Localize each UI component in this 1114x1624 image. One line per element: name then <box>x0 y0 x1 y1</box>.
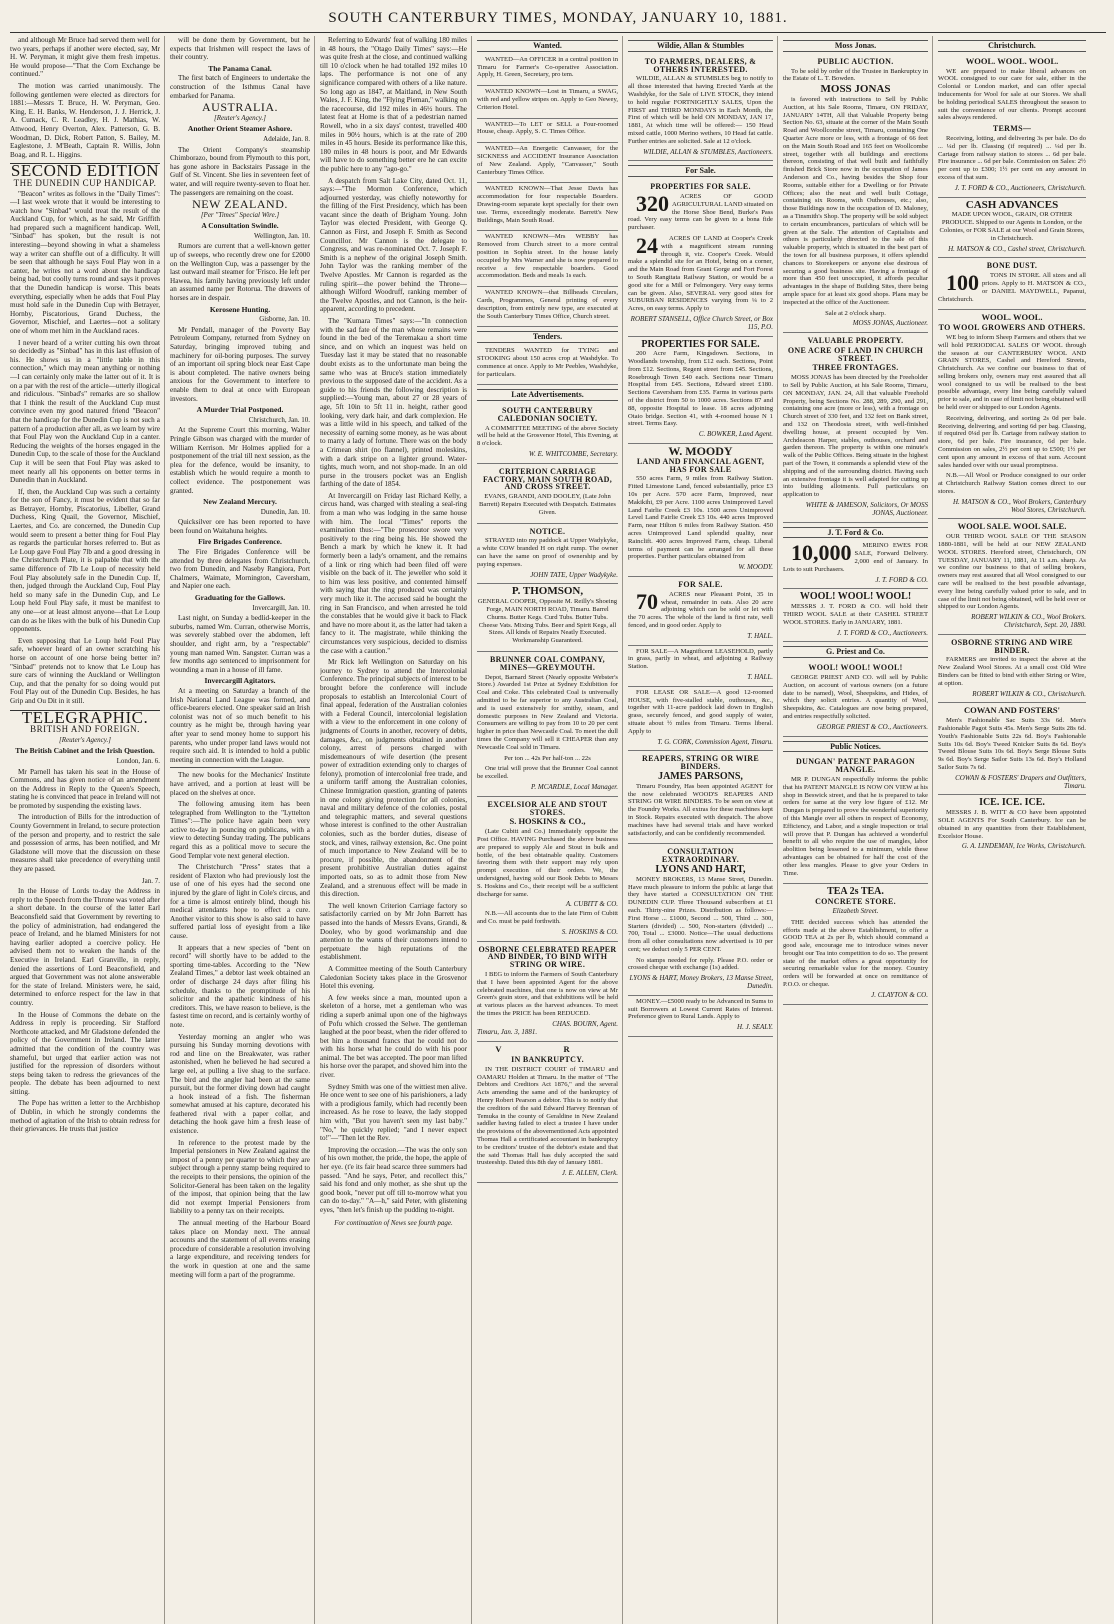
ad-text: MESSRS J. B. WITT & CO have been appointed SOLE AGENTS For South Canterbury. Ice can be obtained in any quantities from their Establishment, Excelsior House. <box>938 809 1086 840</box>
ad-heading: CASH ADVANCES <box>965 198 1059 211</box>
ad-text: TONS IN STORE. All sizes and all prices. Apply to H. MATSON & CO., or DANIEL MAYDWELL, Papanui, Christchurch. <box>938 272 1086 303</box>
dateline: London, Jan. 6. <box>116 756 160 765</box>
paragraph: Yesterday morning an angler who was pursuing his Sunday morning devotions with rod and line on the Breakwater, was rather astonished, when he believed he had secured a large eel, at pulling a live shag to the surface. The bird and the angler had been at the same pursuit, but the former diving down had caught a hook instead of a fish. The fisherman somewhat amused at his capture, decorated his feathered rival with a paper collar, and detaching the hook gave him a fresh lease of existence. <box>170 1032 310 1136</box>
ad-heading: TEA 2s TEA. <box>827 886 884 898</box>
ad-text: GEORGE PRIEST AND CO. will sell by Public Auction, on account of various owners (on a future date to be named), Wool, Sheepskins, and Hides, of which they solicit entries. A quantity of Wool, Sheepskins, &c. Catalogues are now being prepared, and entries respectfully solicited. <box>783 673 928 720</box>
ad-text: 550 acres Farm, 9 miles from Railway Station. Fitted Limestone Land, fenced substantially, price £3 10s per Acre. 570 acre Farm, Improved, near Makikihi, £9 per Acre. 1100 acres Unimproved Level Land Fairlie Creek £3 10s. 1500 acres Unimproved Level Land Fairlie Creek £3 10s. 440 acres Improved Farm, near Hilton 6 miles from Railway Station. 450 acres Unimproved Land splendid quality, near Rainclift. 400 acres Improved Farm, cheap. Liberal terms of payment can be arranged for all these properties. Further particulars obtained from <box>628 475 773 561</box>
ad-signature: P. MCARDLE, Local Manager. <box>531 782 618 791</box>
ad-heading: OSBORNE CELEBRATED REAPER AND BINDER, TO BIND WITH STRING OR WIRE. <box>478 944 617 970</box>
second-edition-heading: SECOND EDITION <box>10 161 160 181</box>
ad-text: ACRES OF LAND at Cooper's Creek with a magnificent stream running through it, viz. Cooper's Creek. Would make a splendid site for an Hotel, being on a corner, and the Main Road from Grant Gorge and Fort Forest to South Rangitata Railway Station, or would be a good site for a Mill or Felmongery. Very easy terms can be given. Also, SEVERAL very good sites for SUBURBAN RESIDENCES varying from ¼ to 2 Acres, on easy terms. Apply to <box>628 234 773 313</box>
classified-ad <box>783 333 928 523</box>
ad-heading: WOOL! WOOL! WOOL! <box>808 663 903 673</box>
classified-ad <box>477 584 618 652</box>
ad-text: (Late Cubitt and Co.) Immediately opposite the Post Office. HAVING Purchased the above business are prepared to supply Ale and Stout in bulk and bottle, of the best obtainable quality. Customers favoring them with their support may rely upon prompt execution of their orders. We, the undersigned, having sold our Book Debts to Messrs S. Hoskins and Co., their receipt will be a sufficient discharge for same. <box>477 828 618 898</box>
ewes-number: 10,000 <box>791 540 852 566</box>
ad-heading: CRITERION CARRIAGE FACTORY, MAIN SOUTH ROAD, AND CROSS STREET. <box>482 466 613 492</box>
paragraph: The motion was carried unanimously. The following gentlemen were elected as directors for 1881:—Messrs T. Bruce, H. W. Peryman, Geo. King, E. H. Banks, W. Henderson, J. J. Herrick, J. A. Cumack, C. R. Leadley, H. J. Mathias, W. Attwood, Henry Overton, Alex. Patterson, G. B. Woodman, D. Dick, Robert Patton, S. Bailey, M. Eaglestone, J. M'Beath, Captain R. Willis, John Boag, and R. L. Higgins. <box>10 81 160 159</box>
ad-signature: ROBERT WILKIN & CO., Wool Brokers. Christchurch, Sept. 20, 1880. <box>971 613 1086 629</box>
telegraphic-heading: TELEGRAPHIC. <box>10 710 160 723</box>
classified-ad <box>477 942 618 1043</box>
ad-text: EVANS, GRANDI, AND DOOLEY, (Late John Barrett) Repairs Executed with Despatch. Estimates Given. <box>479 493 616 516</box>
ad-signature: J. E. ALLEN, Clerk. <box>561 1169 618 1178</box>
ad-heading: TO WOOL GROWERS AND OTHERS. <box>938 323 1086 333</box>
paragraph: Mr Parnell has taken his seat in the House of Commons, and has given notice of an amendment on the Address in Reply to the Queen's Speech, stating he is convinced that peace in Ireland will not be promoted by suspending the existing laws. <box>10 767 160 810</box>
ad-heading: PUBLIC AUCTION. <box>817 56 894 66</box>
ad-text: WANTED—To LET or SELL a Four-roomed House, cheap. Apply, S. C. Times Office. <box>477 120 618 136</box>
section-heading: Tenders. <box>477 331 618 343</box>
dateline: Gisborne, Jan. 10. <box>259 315 310 324</box>
ad-signature: W. MOODY. <box>738 563 773 572</box>
dateline: Christchurch, Jan. 10. <box>248 415 310 424</box>
classified-ad <box>938 310 1086 519</box>
paragraph: "Beacon" writes as follows in the "Daily Times":—I last week wrote that it would be interesting to watch how "Sinbad" would treat the result of the Auckland Cup, for which, as he said, Mr Griffith had prepared such a magnificent handicap. Well, "Sinbad" has spoken, but the result is not interesting—beyond showing in what a shameless way a writer can shuffle out of a difficulty. It will be seen that although he says Foul Play won in a canter, he writes not a word about the handicap being bad, but coolly turns round and says it proves that the Dunedin handicap is worse. This beats everything, especially when he adds that Foul Play must hold safe in the Dunedin Cup with Betrayer, Hornby, Piscatorious, Grand Duchess, the Governor, Mischief, and Laertes—not a solitary one of whom met him in the Auckland races. <box>10 189 160 335</box>
classified-ad <box>938 703 1086 795</box>
ad-text: Per ton ... 42s Per half-ton ... 22s <box>504 754 591 762</box>
ad-text: MERINO EWES FOR SALE, Forward Delivery. 2,000 end of January. In Lots to suit Purchasers. <box>783 542 928 573</box>
ad-heading: LAND AND FINANCIAL AGENT, HAS FOR SALE <box>636 456 765 474</box>
ad-heading: FOR SALE. <box>678 580 723 590</box>
ad-heading: WOOL! WOOL! WOOL! <box>799 591 912 603</box>
ad-text: 200 Acre Farm, Kingsdown. Sections, in Woodlands township, from £12 each. Sections, Point from £12. Sections, Regent street from £45. Sections, Rosebrough Town £40 each. Sections near Timaru Hospital from £45. Sections, Edward street £180. Sections Caversham from £35. Farms in various parts of the district from 50 to 1000 acres. Sections 87 and 88, opposite Hospital to lease. 18 acres adjoining Otaio bridge. Section 41, with 4-roomed house N 1 street. Terms Easy. <box>628 350 773 428</box>
ad-text: MADE UPON WOOL, GRAIN, OR OTHER PRODUCE. Shipped to our Agents in London, or the Colonies, or FOR SALE at our Wool and Grain Stores, in Christchurch. <box>939 211 1085 242</box>
classified-ad <box>477 143 618 183</box>
ad-heading: MOSS JONAS <box>820 83 891 96</box>
paragraph: A despatch from Salt Lake City, dated Oct. 11, says:—"The Mormon Conference, which adjourned yesterday, was chiefly noteworthy for the filling of the First Presidency, which has been vacant since the death of Brigham Young. John Taylor was elected President, with George Q. Cannon as First, and Joseph F. Smith as Second Councillor. Mr Cannon is the delegate to Congress, and was re-nominated Oct. 7. Joseph F. Smith is a nephew of the original Joseph Smith. John Taylor was the ranking member of the Twelve Apostles. Mr Cannon is regarded as the ruling spirit—the power behind the Throne—although Wilford Woodruff, ranking member of the Twelve Apostles, and not Cannon, is the heir-apparent, according to precedent. <box>320 176 467 314</box>
ad-signature: J. T. FORD & CO., Auctioneers. <box>836 628 928 637</box>
classified-ad <box>628 444 773 577</box>
classified-ad <box>628 751 773 844</box>
classified-ad <box>783 540 928 589</box>
column-6 <box>783 36 933 1624</box>
paragraph: Mr Pendall, manager of the Poverty Bay Petroleum Company, returned from Sydney on Saturday, bringing improved tubing and machinery for oil-boring purposes. The survey of an important oil spring block near East Cape is about completed. The native owners being anxious for the Government to interfere to enable them to deal at once with European investors. <box>170 325 310 403</box>
article-heading: The British Cabinet and the Irish Question. <box>15 746 155 756</box>
tons-number: 100 <box>946 270 979 296</box>
ad-signature: G. A. LINDEMAN, Ice Works, Christchurch. <box>961 842 1086 851</box>
ad-heading: OSBORNE STRING AND WIRE BINDER. <box>951 637 1073 655</box>
classified-ad <box>628 996 773 1037</box>
classified-ad <box>783 54 928 333</box>
article-heading: Graduating for the Gallows. <box>194 593 286 603</box>
ad-heading: CONSULTATION EXTRAORDINARY. <box>661 847 740 865</box>
ad-signature: H. J. SEALY. <box>737 1023 773 1032</box>
ad-signature: CHAS. BOURN, Agent. <box>552 1019 618 1028</box>
ad-signature: C. BOWKER, Land Agent. <box>698 430 773 439</box>
ad-text: WANTED KNOWN—that Billheads Circulars, Cards, Programmes, General printing of every description, from entirely new type, are executed at the South Canterbury Times Office, Church street. <box>477 289 618 320</box>
column-3 <box>320 36 472 1624</box>
ad-signature: J. CLAYTON & CO. <box>871 990 928 999</box>
ad-text: WANTED KNOWN—Mrs WEBBY has Removed from Church street to a more central position in Sophia street. In the house lately occupied by Mrs Warner and she is now prepared to receive a few respectable boarders. Good accommodation. Beds and meals 1s each. <box>477 233 618 280</box>
classified-ad <box>477 345 618 385</box>
paragraph: The Christchurch "Press" states that a resident of Flaxton who had previously lost the use of one of his eyes had the second one injured by the glare of light in Cole's circus, and for a time is almost entirely blind, though his medical attendants hope to effect a cure. Another visitor to this show is also said to have suffered partial loss of eyesight from a like cause. <box>170 863 310 940</box>
paragraph: The Fire Brigades Conference will be attended by three delegates from Christchurch, two from Dunedin, and Naseby Rangiora, Port Chalmers, Waimate, Mornington, Caversham, and Napier one each. <box>170 548 310 591</box>
ad-heading: P. THOMSON, <box>511 585 584 598</box>
article-heading: The Panama Canal. <box>208 63 272 73</box>
ad-text: Receiving, lotting, and delivering 3s per bale. Do do ... ¼d per lb. Classing (if required) ... ¼d per lb. Cartage from railway station to stores ... 6d per bale. Fire insurance ... 6d per bale. Commission on Sales: 2½ per cent up to £300; 1½ per cent on any amount in excess of that sum. <box>938 134 1086 181</box>
classified-ad <box>477 524 618 585</box>
dateline: Dunedin, Jan. 10. <box>260 507 310 516</box>
article-heading: A Consultation Swindle. <box>201 221 279 231</box>
column-5 <box>628 36 778 1624</box>
ad-text: WE are prepared to make liberal advances on WOOL consigned to our care for sale, either in the Colonial or London market, and can offer special inducements for Wool for sale at our Stores. We shall be holding periodical SALES throughout the season to suit the convenience of our clients. Prompt account sales always rendered. <box>938 67 1086 122</box>
ad-text: IN THE DISTRICT COURT of TIMARU and OAMARU Holden at Timaru. In the matter of "The Debtors and Creditors Act 1876," and the several Acts amending the same and of the bankruptcy of Henry Robert Pearson a debtor. This is to notify that the creditors of the said Edward Harvey Brennan of Temuka in the county of Geraldine in New Zealand saddler having failed to elect a trustee I have under the provisions of the abovementioned Acts appointed Thomas Hall a certificated accountant in bankruptcy to be creditors' trustee of the debtor's estate and that the said Thomas Hall has duly accepted the said trusteeship. Dated this 8th day of January 1881. <box>477 1065 618 1167</box>
ad-signature: LYONS & HART, Money Brokers, 13 Manse Street, Dunedin. <box>629 974 773 991</box>
ad-heading: ONE ACRE OF LAND IN CHURCH STREET. <box>787 345 924 363</box>
classified-ad <box>938 258 1086 310</box>
classified-ad <box>477 231 618 287</box>
article-heading: Invercargill Agitators. <box>204 676 276 686</box>
paragraph: The introduction of Bills for the introduction of County Government in Ireland, to secure protection of the person and property, and to restrict the sale and possession of arms, has been notified, and Mr Gladstone will move that the discussion on these measures shall take precedence of everything until they are passed. <box>10 813 160 874</box>
divider <box>170 767 310 768</box>
classified-ad <box>938 635 1086 704</box>
ad-signature: WHITE & JAMESON, Solicitors, Or MOSS JONAS, Auctioneer. <box>805 501 928 517</box>
article-heading: Another Orient Steamer Ashore. <box>187 124 293 134</box>
classified-ad <box>477 464 618 524</box>
paragraph: A few weeks since a man, mounted upon a skeleton of a horse, met a gentleman who was riding a superb animal upon one of the highways of Pofu which crossed the Selwe. The gentleman laughed at the poor beast, when the rider offered to bet him a thousand francs that he could not do with his horse what he could do with his poor animal. The bet was accepted. The poor man lifted his horse over the parapet, and shoved him into the river. <box>320 993 467 1080</box>
ad-text: Sale at 2 o'clock sharp. <box>825 309 886 317</box>
classified-ad <box>477 797 618 942</box>
paragraph: Last night, on Sunday a bedlid-keeper in the suburbs, named Wm. Curran, otherwise Morris, was severely stabbed over the abdomen, left shoulder, and right arm, by a "respectable" young man named Wm. Sangster. Curran was a few months ago sentenced to imprisonment for wounding a man in a house of ill fame. <box>170 614 310 674</box>
ad-text: MR P. DUNGAN respectfully informs the public that his PATENT MANGLE IS NOW ON VIEW at his shop in Beswick street, and that he is prepared to take orders for same at the very low figure of £12. Mr Dungan is prepared to prove the wonderful superiority of this Mangle over all others in respect of Economy, Efficiency, and Labor, and a single inspection or trial will prove that P. Dungan has achieved a wonderful benefit to all who require the use of mangles, labor abolition being lessened to a minimum, while these advantages can be obtained for half the cost of the other less mangles. Please to give your Orders in Time. <box>783 775 928 877</box>
ad-heading: TO FARMERS, DEALERS, & OTHERS INTERESTED. <box>644 56 757 74</box>
classified-ad <box>938 198 1086 259</box>
ad-signature: H. MATSON & CO., Cashel street, Christchurch. <box>948 244 1086 253</box>
classified-ad <box>628 179 773 336</box>
classified-ad <box>628 577 773 646</box>
ad-text: I BEG to inform the Farmers of South Canterbury that I have been appointed Agent for the above celebrated machines, that one is now on view at Mr Green's grain store, and that exhibitions will be held at various places as the harvest advances. To meet the times the PRICE has been REDUCED. <box>477 970 618 1017</box>
dateline: Adelaide, Jan. 8. <box>263 134 310 143</box>
ad-heading: COWAN AND FOSTERS' <box>964 705 1060 716</box>
ad-heading: ICE. ICE. ICE. <box>979 797 1045 809</box>
masthead: SOUTH CANTERBURY TIMES, MONDAY, JANUARY 10, 1881. <box>10 8 1106 33</box>
ad-text: STRAYED into my paddock at Upper Wadykyke, a white COW branded H on right rump. The owner can have the same on proof of ownership and by paying expenses. <box>477 537 618 568</box>
classified-ad <box>783 754 928 884</box>
paragraph: Quicksilver ore has been reported to have been found on Waitahuna heights. <box>170 518 310 535</box>
ad-signature: T. HALL. <box>747 631 773 640</box>
ad-subheading: Elizabeth Street. <box>832 906 879 915</box>
ad-text: WILDIE, ALLAN & STUMBLES beg to notify to all those interested that having Erected Yards at the Washdyke, for the Sale of LIVE STOCK, they intend to hold regular FORTNIGHTLY SALES, Upon the FIRST and THIRD MONDAYS in Each Month, the First of which will be held ON MONDAY, JAN 17, 1881, At which time will be offered:— 150 Head mixed cattle, 1000 Merino wethers, 10 Head fat cattle. Further entries are solicited. Sale at 12 o'clock. <box>628 75 773 145</box>
classified-ad <box>477 86 618 118</box>
ad-heading: WOOL SALE. WOOL SALE. <box>957 521 1067 532</box>
paragraph: I never heard of a writer cutting his own throat so decidedly as "Sinbad" has in this last effusion of his. He shows us in a "little table in this connection," which may mean anything or nothing—I can certainly only make the latter out of it. It is on a par with the rest of the article—utterly illogical and ridiculous. "Sinbad's" remarks are so shallow that I think the result of the Auckland Cup must convince even my good natured friend "Beacon" that the handicap for the Dunedin Cup is not such a pattern of a production after all, as we learn by wire that Foul Play won the Auckland Cup in a canter. Reducing the weights of the horses engaged in the Dunedin Cup, to the scale of those for the Auckland Cup it will be seen that Foul Play was asked to meet nearly all his opponents on better terms in Dunedin than in Auckland. <box>10 338 160 485</box>
ad-text: FARMERS are invited to inspect the above at the New Zealand Wool Stores. At a small cost Old Wire Binders can be fitted to bind with either String or Wire, at option. <box>938 656 1086 687</box>
ad-heading: REAPERS, STRING OR WIRE BINDERS. <box>642 754 759 772</box>
paragraph: will be done them by Government, but he expects that Irishmen will respect the laws of their country. <box>170 36 310 62</box>
paragraph: The Orient Company's steamship Chimborazo, bound from Plymouth to this port, has gone ashore in Backstairs Passage in the Gulf of St. Vincent. She lies in seventeen feet of water, and will require twenty-seven to float her. The passengers are remaining on the coast. <box>170 145 310 197</box>
dateline: Jan. 7. <box>141 876 160 885</box>
ad-text: MESSRS J. T. FORD & CO. will hold their THIRD WOOL SALE at their CASHEL STREET WOOL STORES. Early in JANUARY, 1881. <box>783 603 928 626</box>
paragraph: The annual meeting of the Harbour Board takes place on Monday next. The annual accounts and the statement of all events erasing procedure of considerable a resolution involving a large expenditure, and receiving tenders for the work in question at one and the same meeting will form a part of the programme. <box>170 1219 310 1279</box>
ad-signature: J. T. FORD & CO., Auctioneers, Christchurch. <box>954 183 1086 192</box>
ad-text: Depot, Barnard Street (Nearly opposite Webster's Store.) Awarded 1st Prize at Sydney Exhibition for Coal and Coke. This celebrated Coal is universally admitted to be far superior to any Australian Coal, and is used extensively for smithy, steam, and domestic purposes in New Zealand and Victoria. Consumers are willing to pay from 10 to 20 per cent higher in price than Newcastle Coal. To meet the dull times the Company will sell it CHEAPER than any Newcastle Coal sold in Timaru. <box>477 673 618 751</box>
continuation-note: For continuation of News see fourth page. <box>334 1218 453 1227</box>
ad-text: MOSS JONAS has been directed by the Freeholder to Sell by Public Auction, at his Sale Rooms, Timaru, ON MONDAY, JAN. 24, All that valuable Freehold Property, being Sections No. 288, 289, 290, and 291, containing one acre (more or less), with a frontage on Church street of 330 feet, and 132 feet on Bank street, and 132 on Theodosia street, with well-finished dwelling house, at present occupied by Ven. Archdeacon Harper, stables, outhouses, orchard and garden thereon. The property is within one minute's walk of the Public Offices. Being situate in the highest part of the Town, it commands a splendid view of the shipping and of the surrounding district. Having such an extensive frontage it is well adapted for cutting up into building allotments. Full particulars on application to <box>783 374 928 499</box>
ad-text: is favored with instructions to Sell by Public Auction, at his Sale Rooms, Timaru, ON FRIDAY, JANUARY 14TH, All that Valuable Property being Section No. 63, situate at the corner of the Main South Road and Woollcombe street, Timaru, containing One Quarter Acre more or less, with a frontage of 66 feet on the Main South Road and 165 feet on Woollcombe street, together with all buildings and erections thereon, consisting of that well built and faithfully finished Brick Store now in the occupation of James Anderson and Co., having besides the Shop four Rooms, suitable either for a Dwelling or for Private Offices; also the neat and well built Cottage, containing six Rooms, with Outhouses, etc.; also, those Buildings now in the occupation of D. Maloney, as a Tinsmith's Shop. The property will be sold subject to certain encumbrances, particulars of which will be given at the Sale. The attention of Capitalists and others is particularly directed to the sale of this valuable property, which is situated in the best part of the town for all business purposes, it offers splendid chances to Storekeepers or anyone else desirous of securing a good business site. Having a frontage of more than 450 feet unoccupied, it affords peculiar advantages in the shape of Building Sites, there being ample space for at least six good shops. Plans may be inspected at the office of the Auctioneer. <box>783 95 928 306</box>
classified-ad <box>477 403 618 464</box>
ad-signature: MOSS JONAS, Auctioneer. <box>852 319 928 328</box>
ad-text: OUR THIRD WOOL SALE OF THE SEASON 1880-1881, will be held at our NEW ZEALAND WOOL STORES. Hereford street, Christchurch, ON TUESDAY, JANUARY 11, 1881, At 11 a.m. sharp. As we confine our business to that of selling brokers, owners may rest assured that all Wool consigned to our care will be realised to the best possible advantage, every line being carefully valued prior to sale, and in case of the limit not being obtained, will be held over or shipped to our London Agents. <box>938 533 1086 611</box>
classified-ad <box>477 119 618 144</box>
classified-ad <box>628 844 773 996</box>
section-heading: Public Notices. <box>783 741 928 753</box>
classified-ad <box>477 287 618 327</box>
ad-heading: CONCRETE STORE. <box>815 897 896 907</box>
column-2 <box>170 36 315 1624</box>
ad-heading: EXCELSIOR ALE AND STOUT STORES. <box>487 799 608 817</box>
classified-ad <box>628 54 773 162</box>
ad-heading: S. HOSKINS & CO., <box>509 816 586 827</box>
paragraph: Sydney Smith was one of the wittiest men alive. He once went to see one of his parishioners, a lady with a prodigious family, which had recently been increased. As he rose to leave, the lady stopped him with, "But you haven't seen my last baby." "No," he quickly replied; "and I never expect to!"—"Then let the Rev. <box>320 1082 467 1143</box>
section-heading: Christchurch. <box>938 40 1086 52</box>
article-heading: Kerosene Hunting. <box>209 304 271 314</box>
ad-heading: W. MOODY <box>668 444 733 459</box>
classified-ad <box>938 519 1086 634</box>
acreage-number: 24 <box>636 232 658 258</box>
ad-text: FOR LEASE OR SALE—A good 12-roomed HOUSE, with five-stalled stable, outhouses, &c., together with 11-acre paddock laid down in English grass, securely fenced, and good supply of water, situate about ½ miles from Timaru. Terms liberal. Apply to <box>628 688 773 735</box>
acreage-number: 320 <box>636 190 669 216</box>
ad-heading: WOOL. WOOL. <box>981 312 1043 323</box>
classified-ad <box>628 337 773 445</box>
section-heading: THE DUNEDIN CUP HANDICAP. <box>13 177 157 188</box>
section-heading: For Sale. <box>628 165 773 177</box>
ad-text: TENDERS WANTED for TYING and STOOKING about 150 acres crop at Washdyke. To commence at once. Apply to Mr Peebles, Washdyke, for particulars. <box>477 347 618 378</box>
ad-text: Timaru Foundry, Has been appointed AGENT for the now celebrated WOOD'S REAPERS AND STRING OR WIRE BINDERS. To be seen on view at the Foundry Works. All extras for these machines kept in Stock. Repairs executed with despatch. The above machines have had several trials and have worked satisfactorily, and can be confidently recommended. <box>628 782 773 837</box>
ad-text: Men's Fashionable Sac Suits 33s 6d. Men's Fashionable Pagot Suits 45s. Men's Serge Suits 28s 6d. Youth's Fashionable Suits 22s 6d. Boy's Fashionable Suits 10s 6d. Boy's Tweed Knicker Suits 8s 6d. Boy's Tweed Blouse Suits 10s 6d. Boy's Serge Blouse Suits 9s 6d. Boy's Serge Sailor Suits 13s 6d. Boy's Holland Sailor Suits 7s 6d. <box>938 717 1086 771</box>
ad-text: MONEY.—£5000 ready to be Advanced in Sums to suit Borrowers at Lowest Current Rates of Interest. Preference given to Rural Lands. Apply to <box>628 997 773 1021</box>
classified-ad <box>938 795 1086 855</box>
ad-heading: TERMS— <box>992 124 1032 134</box>
ad-text: N.B.—All Wool or Produce consigned to our order at Christchurch Railway Station comes direct to our stores. <box>938 472 1086 496</box>
agency-note: [Reuter's Agency.] <box>59 735 111 744</box>
paragraph: The following amusing item has been telegraphed from Wellington to the "Lyttelton Times":—The police have again been very active to-day in pouncing on publicans, with a view to detecting Sunday trading. The publicans regard this as a political move to secure the Good Templar vote next general election. <box>170 800 310 860</box>
classified-ad <box>783 660 928 736</box>
ad-signature: ROBERT WILKIN & CO., Christchurch. <box>972 689 1086 698</box>
paragraph: Referring to Edwards' feat of walking 180 miles in 48 hours, the "Otago Daily Times" says:—He was quite fresh at the close, and continued walking till 10 o'clock when he had totalled 192 miles 10 laps. The performance is not one of any significance compared with others of a like nature. So long ago as 1847, at Maitland, in New South Wales, J. F. King, the "Flying Pieman," walking on the racecourse, did 192 miles in 46½ hours. The latest feat at Home is that of a pedestrian named Rowell, who in a six days' contest, travelled 400 miles in 90½ hours, which is at the rate of 200 miles in 45 hours. Beside its performance like this, 180 miles in 48 hours is poor, and Mr Edwards will have to do something better ere he can excite the public here to any "ago-go." <box>320 36 467 173</box>
paragraph: In reference to the protest made by the Imperial pensioners in New Zealand against the impost of a penny per quarter to which they are subject through a penny stamp being required to the receipts to their pensions, the opinion of the Solicitor-General has been taken on the legality of the impost, that opinion being that the law did not exempt Imperial Pensioners from liability to a penny tax on their receipts. <box>170 1138 310 1216</box>
ad-text: THE decided success which has attended the efforts made at the above Establishment, to offer a GOOD TEA at 2s per lb, which should command a good sale, encourage me to introduce wines never brought our Tea into competition to do so. The present state of the market offers a great opportunity for securing remarkable value for the money. Country orders will be forwarded at once on remittance of P.O.O. or cheque. <box>783 918 928 989</box>
ad-heading: IN BANKRUPTCY. <box>511 1055 584 1065</box>
ad-signature: T. G. CORK, Commission Agent, Timaru. <box>657 737 773 746</box>
article-heading: Fire Brigades Conference. <box>198 537 282 547</box>
classified-ad <box>477 652 618 797</box>
section-heading: NEW ZEALAND. <box>192 197 288 212</box>
classified-ad <box>783 589 928 642</box>
paragraph: Improving the occasion.—The was the only son of his own mother, the pride, the hope, the apple of her eye. (t'e its fair head scarce three summers had passed. "And he says, Peter, and recollect this," said his fond and only mother, as she shut up the good book, "never put off till to-morrow what you can do to-day." "A—h," said Peter, with glistening eyes, "then let's finish up the pudding to-night. <box>320 1145 467 1214</box>
ad-text: WANTED KNOWN—That Jesse Davis has accommodation for four respectable Boarders. Drawing-room separate kept specially for their own use. Terms, exceedingly moderate. Barrett's New Buildings, Main South Road. <box>477 185 618 224</box>
section-heading: Late Advertisements. <box>477 389 618 401</box>
ad-text: To be sold by order of the Trustee in Bankruptcy in the Estate of L. T. Bowden. <box>783 67 928 83</box>
agency-note: [Per "Times" Special Wire.] <box>200 210 280 219</box>
ad-heading: PROPERTIES FOR SALE. <box>650 182 751 192</box>
ad-text: One trial will prove that the Brunner Coal cannot be excelled. <box>477 765 618 781</box>
paragraph: If, then, the Auckland Cup was such a certainty for the son of Fancy, it must be evident that so far as Betrayer, Hornby, Piscatorius, Libeller, Grand Duchess, King Quail, the Governor, Mischief, Laertes, and Co. are concerned, the Dunedin Cup would seem to present a better thing for Foul Play as regards the particular horses referred to. But as Le Loup gave Foul Play 7lb and a good dressing in the Christchurch Plate, it is palpable that with the same difference of 7lb Le Loup of necessity held Foul Play absolutely safe in the Dunedin Cup. If, then, judged through the Auckland Cup, Foul Play held so many safe in the Dunedin Cup, and Le Loup held Foul Play safe, it must be manifest to any one—or at least almost anyone—that Le Loup can do as he likes with the bulk of his Dunedin Cup opponents. <box>10 487 160 634</box>
paragraph: In the House of Lords to-day the Address in reply to the Speech from the Throne was voted after a short debate. In the course of the latter Earl Beaconsfield said that Government by reverting to the policy of administration, had endangered the peace of Ireland, and he blamed Ministers for not having earlier adopted a coercive policy. He advised them not to weaken the hands of the Executive in Ireland. Earl Granville, in reply, denied the assertions of Lord Beaconsfield, and argued that Government was not alone answerable for the state of Ireland. Ministers were, he said, determined to enforce respect for the law in that country. <box>10 887 160 1007</box>
paragraph: The new books for the Mechanics' Institute have arrived, and a portion at least will be placed on the shelves at once. <box>170 771 310 797</box>
classified-ad <box>477 54 618 86</box>
ad-heading: THREE FRONTAGES. <box>812 363 899 373</box>
ad-signature: JOHN TATE, Upper Wadykyke. <box>530 570 618 579</box>
agency-note: [Reuter's Agency.] <box>214 113 266 122</box>
ad-heading: SOUTH CANTERBURY CALEDONIAN SOCIETY. <box>497 406 598 423</box>
section-heading: AUSTRALIA. <box>202 100 278 115</box>
ad-signature: GEORGE PRIEST & CO., Auctioneers. <box>816 722 928 731</box>
ad-heading: LYONS AND HART, <box>655 863 746 875</box>
ad-heading: DUNGAN' PATENT PARAGON MANGLE. <box>796 757 915 775</box>
ad-text: MONEY BROKERS, 13 Manse Street, Dunedin. Have much pleasure to inform the public at large that they have started a CONSULTATION ON THE DUNEDIN CUP. Three Thousand subscribers at £1 each. Thirty-nine Prizes. Distribution as follows:— First Horse ... £1000, Second ... 500, Third ... 300, Starters (divided) ... 500, Non-starters (divided) ... 700, Total ... £3000. Notice—The usual deductions from all other consultations now advertised is 10 per cent; we deduct only 5 PER CENT. <box>628 875 773 953</box>
ad-heading: PROPERTIES FOR SALE. <box>641 338 760 350</box>
paragraph: The "Kumara Times" says:—"In connection with the sad fate of the man whose remains were found in the bed of the Teremakau a short time since, and on which an inquest was held on Tuesday last it may be stated that no reasonable doubt exists as to the unfortunate man being the same who was at Bruce's station immediately previous to the supposed date of the accident. As a guide to his friends the following description is supplied:—Young man, about 27 or 28 years of age, 5ft 10in to 5ft 11 in. height, rather good looking, very dark hair, and dark complexion. He was a little wild in his speech, and talked of the necessity of earning some money, as he was about to marry a lady of fortune. There was on the body a Crimean shirt (no flannel), printed moleskins, with a dark stripe on a lighter ground. Water-tights, much worn, and not shop-made. In an old purse in the trousers pocket was an English farthing of the date of 1854. <box>320 317 467 489</box>
ad-heading: JAMES PARSONS, <box>658 770 743 782</box>
classified-ad <box>783 884 928 1004</box>
ad-heading: BRUNNER COAL COMPANY, MINES—GREYMOUTH. <box>490 655 605 672</box>
paragraph: Mr Rick left Wellington on Saturday on his journey to Sydney to attend the Intercolonial Conference. The principal subjects of interest to be brought before the conference will include proposals to establish an Intercolonial Court of final appeal, federation of the Australian colonies with a Federal Council, intercolonial legislation with a view to the enforcement in one colony of judgments of Courts in another, recovery of debts, damages, &c., on judgments obtained in another colony, arrest of persons charged with misdemeanours of wife desertion (the present power of extradition extending only to charges of felony), promotion of intercolonial free trade, and a uniform tariff among the Australian colonies, Chinese Immigration question, granting of patents in one colony giving protection for all colonies, naval and military defence of the colonies, postal and telegraphic matters, and several questions whose interest is confined to the other Australian colonies, such as the border duties, disease of stock, and vines, railway extension, &c. One point of much importance to New Zealand will be to procure, if possible, the abandonment of the present prohibitive Australian duties against imported oats, so as to admit those from New Zealand, and a strenuous effect will be made in this direction. <box>320 658 467 899</box>
paragraph: The well known Criterion Carriage factory so satisfactorily carried on by Mr John Barrett has passed into the hands of Messrs Evans, Grandi, & Dooley, who by good workmanship and due attention to the wants of their customers intend to perpetuate the high reputations of the establishment. <box>320 901 467 962</box>
columns <box>10 36 1106 1624</box>
ad-text: FOR SALE—A Magnificent LEASEHOLD, partly in grass, partly in wheat, and adjoining a Railway Station. <box>628 647 773 671</box>
classified-ad <box>628 687 773 752</box>
article-heading: New Zealand Mercury. <box>203 497 277 507</box>
column-4 <box>477 36 623 1624</box>
section-heading: Wildie, Allan & Stumbles <box>628 40 773 52</box>
acreage-number: 70 <box>636 588 658 614</box>
paragraph: At the Supreme Court this morning, Walter Pringle Gibson was charged with the murder of William Kerrison. Mr Holmes applied for a postponement of the trial till next session, as the plea for the defence, would be insanity, to establish which he would require a month to collect evidence. The postponement was granted. <box>170 426 310 495</box>
column-7 <box>938 36 1090 1624</box>
paragraph: At a meeting on Saturday a branch of the Irish National Land League was formed, and office-bearers elected. One speaker said an Irish colonist was not of so much benefit to his country as he might be, through having year after year to send money home to support his parents, who under proper land laws would not require such aid. It is intended to hold a public meeting in connection with the League. <box>170 686 310 764</box>
section-heading: Moss Jonas. <box>783 40 928 52</box>
ad-heading: NOTICE. <box>529 526 566 536</box>
ad-signature: COWAN & FOSTERS' Drapers and Outfitters, Timaru. <box>955 773 1086 790</box>
classified-ad <box>938 54 1086 198</box>
ad-text: A COMMITTEE MEETING of the above Society will be held at the Grosvenor Hotel, This Evening, at 8 o'clock. <box>477 424 618 448</box>
paragraph: Even supposing that Le Loup held Foul Play safe, whoever heard of an owner scratching his horse on account of one horse being better in? "Sinbad" pretends not to know that Le Loup has sure cars of winning the Auckland or Wellington Cup, and that the penalty for so doing would put Foul Play out of the Dunedin Cup. Besides, he has Grip and Ou Dit in it still. <box>10 636 160 705</box>
classified-ad <box>477 1042 618 1183</box>
ad-signature: WILDIE, ALLAN & STUMBLES, Auctioneers. <box>643 147 773 156</box>
ad-text: No stamps needed for reply. Please P.O. order or crossed cheque with exchange (1s) added. <box>628 956 773 972</box>
ad-signature: J. T. FORD & CO. <box>875 575 928 584</box>
paragraph: and although Mr Bruce had served them well for two years, perhaps if another were elected, say, Mr H. W. Peryman, it might give them fresh impetus. He would propose—"That the Corn Exchange be continued." <box>10 36 160 79</box>
paragraph: The Pope has written a letter to the Archbishop of Dublin, in which he strongly condemns the method of agitation of the Irish to obtain redress for their grievances. He trusts that justice <box>10 1099 160 1134</box>
ad-date: Timaru, Jan. 3, 1881. <box>477 1028 538 1037</box>
dateline: Wellington, Jan. 10. <box>253 231 310 240</box>
ad-text: N.B.—All accounts due to the late Firm of Cubitt and Co. must be paid forthwith. <box>477 910 618 925</box>
dateline: Invercargill, Jan. 10. <box>252 603 310 612</box>
paragraph: It appears that a new species of "bent on record" will shortly have to be added to the sporting time-tables. According to the "New Zealand Times," a debtor last week obtained an order of discharge 24 days after filing his schedule, thanks to the promptitude of his solicitor and the apathetic kindness of his creditors. This, we have reason to believe, is the fastest time on record, and is certainly worthy of note. <box>170 943 310 1029</box>
ad-text: ACRES near Pleasant Point, 35 in wheat, remainder in oats. Also 20 acre adjoining which can be sold or let with the 70 acres. The whole of the land is first rate, well fenced, and in good order. Apply to <box>628 590 773 629</box>
section-heading: J. T. Ford & Co. <box>783 527 928 539</box>
royal-cipher: V R <box>495 1044 600 1055</box>
ad-signature: A. CUBITT & CO. <box>565 900 618 909</box>
ad-text: WE beg to inform Sheep Farmers and others that we will hold PERIODICAL SALES OF WOOL through the season at our CANTERBURY WOOL AND GRAIN STORES, Cashel and Hereford Streets, Christchurch. As we confine our business to that of selling brokers only, owners may rest assured that all wool consigned to us will be realised to the best possible advantage, every line being carefully valued prior to sale, and in case of limit not being obtained will be held over or shipped to our London Agents. <box>938 333 1086 412</box>
ad-text: WANTED—An Energetic Canvasser, for the SICKNESS and ACCIDENT Insurance Association of New Zealand. Apply, "Canvasser," South Canterbury Times Office. <box>477 145 618 176</box>
ad-text: WANTED—An OFFICER in a central position in Timaru for Farmer's Co-operative Association. Apply, H. Green, Secretary, pro tem. <box>477 55 618 79</box>
ad-text: GENERAL COOPER, Opposite M. Reilly's Shoeing Forge, MAIN NORTH ROAD, Timaru. Barrel Churns. Butter Kegs. Curd Tubs. Butter Tubs. Cheese Vats. Mixing Tubs. Beer and Spirit Kegs, all Sizes. All kinds of Repairs Neatly Executed. Workmanship Guaranteed. <box>477 598 618 645</box>
ad-heading: VALUABLE PROPERTY. <box>807 336 904 346</box>
column-1 <box>10 36 165 1624</box>
ad-signature: T. HALL. <box>747 672 773 681</box>
article-heading: A Murder Trial Postponed. <box>196 405 284 415</box>
ad-signature: W. E. WHITCOMBE, Secretary. <box>528 450 618 459</box>
ad-heading: BONE DUST. <box>986 261 1038 271</box>
section-heading: Wanted. <box>477 40 618 52</box>
paragraph: A Committee meeting of the South Canterbury Caledonian Society takes place in the Grosvenor Hotel this evening. <box>320 964 467 991</box>
section-heading: BRITISH AND FOREIGN. <box>30 724 140 735</box>
section-heading: G. Priest and Co. <box>783 646 928 658</box>
ad-signature: S. HOSKINS & CO. <box>561 927 618 936</box>
paragraph: The first batch of Engineers to undertake the construction of the Isthmus Canal have embarked for Panama. <box>170 74 310 100</box>
paragraph: At Invercargill on Friday last Richard Kelly, a circus hand, was charged with stealing a seal-ring from a man who was lodging in the same house with him. The local "Times" reports the examination thus:—"The prosecutor swore very positively to the ring being his. He showed the Bench a mark by which he knew it. It had formerly been a lady's ornament, and the remains of a link or ring which had been filed off were visible on the back of it. The jeweller who sold it to him was less positive, and contented himself with saying that the ring produced was certainly very much like it. The accused said he bought the ring in San Francisco, and when arrested he told the constables that he would give it back to Flack and have no more about it, as the latter had taken a fancy to it. The magistrate, while thinking the circumstances very suspicious, decided to dismiss the case with a caution." <box>320 491 467 655</box>
ad-heading: WOOL. WOOL. WOOL. <box>965 55 1059 66</box>
classified-ad <box>477 183 618 231</box>
classified-ad <box>628 646 773 687</box>
ad-text: WANTED KNOWN—Lost in Timaru, a SWAG, with red and yellow stripes on. Apply to Geo Newey, Criterion Hotel. <box>477 88 618 111</box>
ad-signature: ROBERT STANSELL, Office Church Street, or Box 115, P.O. <box>630 314 773 331</box>
ad-text: ACRES OF GOOD AGRICULTURAL LAND situated on the Horse Shoe Bend, Burke's Pass road. Very easy terms can be given to a bona fide purchaser. <box>628 192 773 232</box>
paragraph: Rumors are current that a well-known getter up of sweeps, who recently drew one for £2000 on the Wellington Cup, was a passenger by the last outward mail steamer for 'Frisco. He left per Hawea, his family having previously left under an assumed name per Rotorua. The drawers of horses are in despair. <box>170 242 310 303</box>
ad-signature: H. MATSON & CO., Wool Brokers, Canterbury Wool Stores, Christchurch. <box>953 497 1086 514</box>
ad-text: Receiving, delivering, and sorting 2s 0d per bale. Receiving, delivering, and sorting 6d per bag. Classing, if required 0¼d per lb. Cartage from railway station to store, 6d per bale. Fire insurance, 6d per bale. Commission on sales, 2½ per cent up to £500; 1½ per cent upon any amount in excess of that sum. Account sales handed over with our usual promptness. <box>938 414 1086 469</box>
paragraph: In the House of Commons the debate on the Address in reply is proceeding. Sir Stafford Northcote attacked, and Mr Gladstone defended the policy of the Government in Ireland. The latter admitted that the condition of the country was shameful, but urged that earlier action was not justified for the repression of disorders without steps being taken to redress the grievances of the people. The debate has been adjourned to next sitting. <box>10 1010 160 1096</box>
